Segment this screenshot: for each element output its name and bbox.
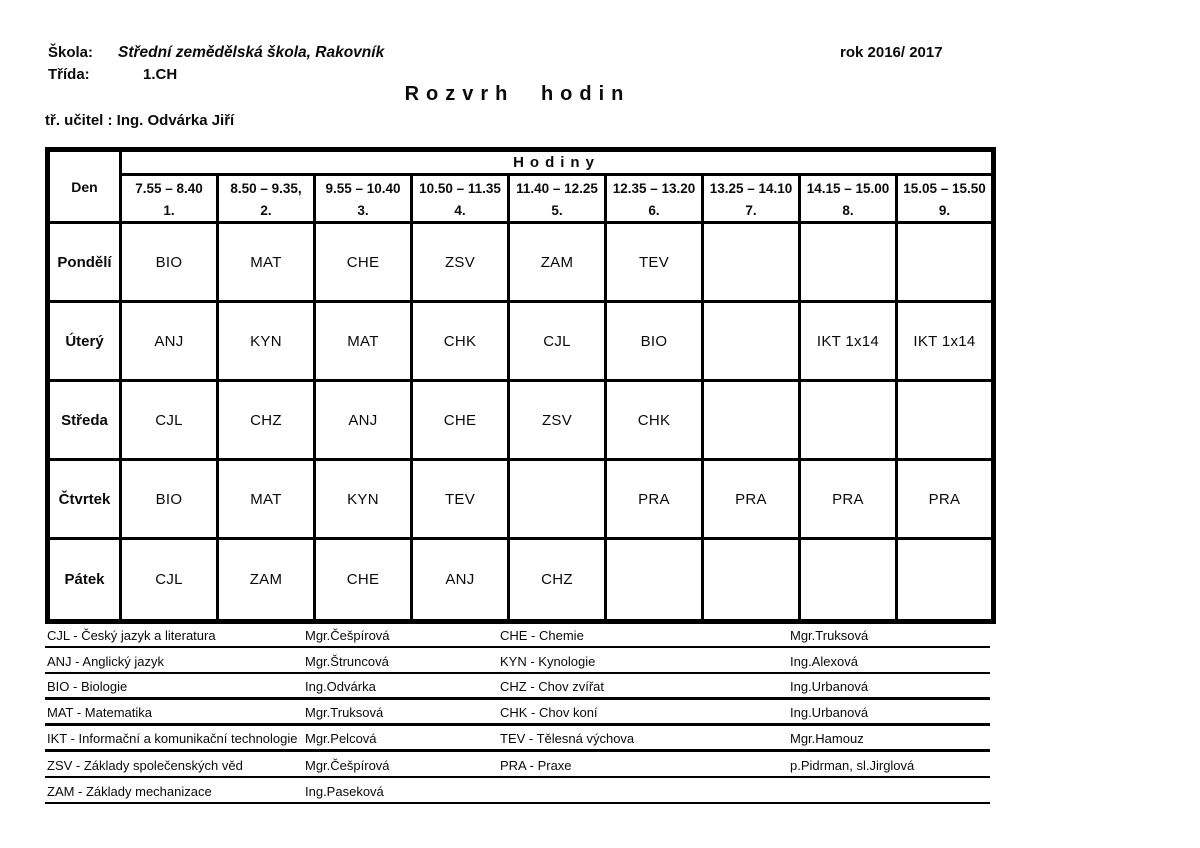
period-header (412, 175, 509, 223)
period-header (703, 175, 800, 223)
day-column-header: Den (48, 150, 121, 223)
lesson-cell: TEV (412, 460, 509, 539)
period-header (315, 175, 412, 223)
legend-subject: BIO - Biologie (47, 679, 128, 694)
legend-row (45, 700, 990, 726)
lesson-cell: MAT (218, 223, 315, 302)
lesson-cell: ZAM (218, 539, 315, 622)
legend-teacher: Mgr.Pelcová (305, 731, 377, 746)
legend-teacher: Ing.Alexová (790, 654, 858, 669)
lesson-cell: CHE (412, 381, 509, 460)
school-label: Škola: (48, 44, 94, 61)
legend-teacher: Ing.Odvárka (305, 679, 376, 694)
legend-teacher: p.Pidrman, sl.Jirglová (790, 758, 915, 773)
day-label: Pondělí (48, 223, 121, 302)
lesson-cell: BIO (121, 460, 218, 539)
lesson-cell: CJL (121, 539, 218, 622)
table-row-friday (48, 539, 994, 622)
legend-subject: TEV - Tělesná výchova (500, 731, 635, 746)
period-time: 14.15 – 15.00 (806, 181, 890, 196)
period-number: 4. (454, 203, 466, 218)
legend-subject: CJL - Český jazyk a literatura (47, 628, 216, 643)
lesson-cell (800, 381, 897, 460)
period-header (800, 175, 897, 223)
legend-subject: ANJ - Anglický jazyk (47, 654, 165, 669)
period-time: 15.05 – 15.50 (903, 181, 986, 196)
period-header (509, 175, 606, 223)
lesson-cell (897, 223, 994, 302)
day-label: Čtvrtek (48, 460, 121, 539)
legend-subject: PRA - Praxe (500, 758, 572, 773)
lesson-cell: KYN (218, 302, 315, 381)
lesson-cell: CHK (412, 302, 509, 381)
lesson-cell: ZSV (509, 381, 606, 460)
period-time: 7.55 – 8.40 (135, 181, 203, 196)
legend-teacher: Mgr.Štruncová (305, 654, 389, 669)
legend-row (45, 648, 990, 674)
lesson-cell: ZAM (509, 223, 606, 302)
lesson-cell (703, 302, 800, 381)
lesson-cell (703, 223, 800, 302)
legend-subject: CHZ - Chov zvířat (500, 679, 605, 694)
lesson-cell: PRA (897, 460, 994, 539)
class-label: Třída: (48, 66, 90, 83)
lesson-cell: PRA (606, 460, 703, 539)
lesson-cell: CHE (315, 539, 412, 622)
legend-subject: CHE - Chemie (500, 628, 584, 643)
lesson-cell: CHZ (509, 539, 606, 622)
day-label: Pátek (48, 539, 121, 622)
lesson-cell: IKT 1x14 (897, 302, 994, 381)
lesson-cell: CJL (121, 381, 218, 460)
legend-teacher: Mgr.Hamouz (790, 731, 864, 746)
lesson-cell: TEV (606, 223, 703, 302)
class-teacher: tř. učitel : Ing. Odvárka Jiří (45, 112, 235, 129)
lesson-cell: ANJ (315, 381, 412, 460)
lesson-cell: CHE (315, 223, 412, 302)
legend-row (45, 752, 990, 778)
legend-subject: MAT - Matematika (47, 705, 152, 720)
lesson-cell: CHZ (218, 381, 315, 460)
legend-teacher: Mgr.Truksová (790, 628, 869, 643)
period-time: 9.55 – 10.40 (325, 181, 401, 196)
school-name: Střední zemědělská škola, Rakovník (118, 44, 385, 61)
legend-subject: CHK - Chov koní (500, 705, 598, 720)
period-time: 10.50 – 11.35 (419, 181, 501, 196)
lesson-cell: BIO (606, 302, 703, 381)
legend-teacher: Ing.Paseková (305, 784, 384, 799)
lesson-cell: BIO (121, 223, 218, 302)
lesson-cell: ANJ (412, 539, 509, 622)
legend-teacher: Mgr.Truksová (305, 705, 384, 720)
period-number: 5. (551, 203, 563, 218)
period-number: 9. (938, 203, 951, 218)
period-time: 11.40 – 12.25 (516, 181, 598, 196)
period-header (606, 175, 703, 223)
legend-teacher: Mgr.Češpírová (305, 758, 390, 773)
page-title: Rozvrh hodin (404, 83, 631, 105)
legend-row (45, 726, 990, 752)
period-header (897, 175, 994, 223)
lesson-cell: IKT 1x14 (800, 302, 897, 381)
lesson-cell (800, 223, 897, 302)
period-time: 12.35 – 13.20 (612, 181, 696, 196)
legend-subject: IKT - Informační a komunikační technologie (47, 731, 298, 746)
table-row-monday (48, 223, 994, 302)
lesson-cell: CJL (509, 302, 606, 381)
legend-teacher: Ing.Urbanová (790, 679, 869, 694)
lesson-cell: CHK (606, 381, 703, 460)
lesson-cell: PRA (703, 460, 800, 539)
legend-row (45, 622, 990, 648)
lesson-cell (703, 381, 800, 460)
lesson-cell: ANJ (121, 302, 218, 381)
timetable (45, 147, 996, 624)
lesson-cell: ZSV (412, 223, 509, 302)
legend-subject: ZAM - Základy mechanizace (47, 784, 212, 799)
period-header (218, 175, 315, 223)
school-year: rok 2016/ 2017 (840, 44, 943, 61)
period-number: 3. (357, 203, 369, 218)
legend-subject: ZSV - Základy společenských věd (47, 758, 243, 773)
period-number: 1. (163, 203, 175, 218)
lesson-cell: KYN (315, 460, 412, 539)
legend-row (45, 778, 990, 804)
table-row-thursday (48, 460, 994, 539)
period-number: 2. (260, 203, 272, 218)
table-row-wednesday (48, 381, 994, 460)
lesson-cell: MAT (218, 460, 315, 539)
legend-subject: KYN - Kynologie (500, 654, 596, 669)
lesson-cell (703, 539, 800, 622)
subject-legend (45, 622, 990, 804)
lesson-cell (897, 539, 994, 622)
lesson-cell: PRA (800, 460, 897, 539)
lesson-cell (897, 381, 994, 460)
period-time: 8.50 – 9.35, (230, 181, 302, 196)
legend-row (45, 674, 990, 700)
day-label: Středa (48, 381, 121, 460)
legend-teacher: Ing.Urbanová (790, 705, 869, 720)
time-header-row (48, 175, 994, 223)
period-header (121, 175, 218, 223)
class-name: 1.CH (143, 66, 178, 83)
period-number: 8. (842, 203, 854, 218)
day-label: Úterý (48, 302, 121, 381)
period-number: 7. (745, 203, 757, 218)
lesson-cell: MAT (315, 302, 412, 381)
lesson-cell (606, 539, 703, 622)
hours-header: Hodiny (121, 150, 994, 175)
table-row-tuesday (48, 302, 994, 381)
lesson-cell (800, 539, 897, 622)
lesson-cell (509, 460, 606, 539)
period-time: 13.25 – 14.10 (709, 181, 793, 196)
period-number: 6. (648, 203, 660, 218)
legend-teacher: Mgr.Češpírová (305, 628, 390, 643)
